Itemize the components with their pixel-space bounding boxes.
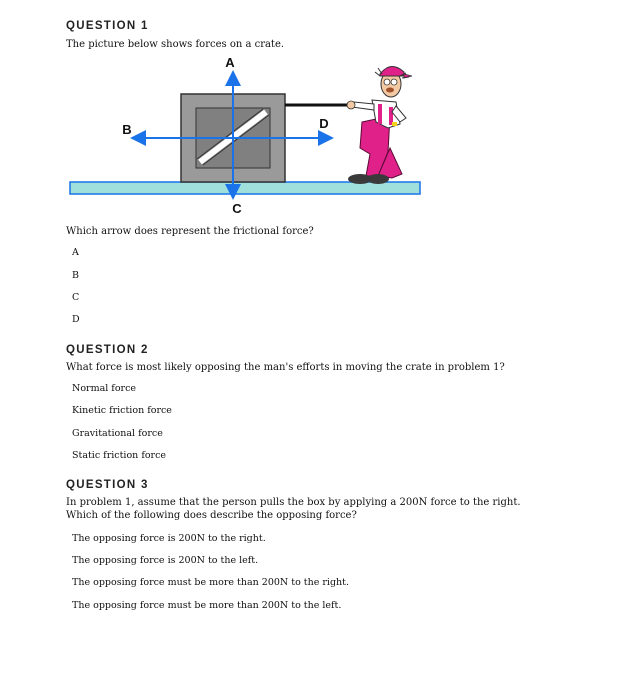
- q2-option-gravitational[interactable]: Gravitational force: [72, 428, 163, 439]
- question-3-heading: QUESTION 3: [66, 479, 149, 491]
- label-a: A: [225, 55, 235, 70]
- label-b: B: [122, 122, 132, 137]
- q2-option-static-friction[interactable]: Static friction force: [72, 450, 167, 461]
- q3-option-4[interactable]: The opposing force must be more than 200N to the left.: [72, 600, 342, 611]
- question-3-text: In problem 1, assume that the person pulls the box by applying a 200N force to the right. Which of the following does describe the opposing force?: [66, 497, 521, 521]
- label-d: D: [319, 116, 329, 131]
- question-2-heading: QUESTION 2: [66, 344, 149, 356]
- question-2-text: What force is most likely opposing the man's efforts in moving the crate in problem 1?: [66, 362, 505, 373]
- q3-option-2[interactable]: The opposing force is 200N to the left.: [72, 555, 259, 566]
- ground-surface: [70, 182, 420, 194]
- q1-option-a[interactable]: A: [72, 247, 79, 258]
- forces-figure: [60, 52, 440, 222]
- question-1-heading: QUESTION 1: [66, 20, 149, 32]
- q1-option-b[interactable]: B: [72, 270, 79, 281]
- q2-option-kinetic-friction[interactable]: Kinetic friction force: [72, 405, 172, 416]
- question-1-text: Which arrow does represent the frictional force?: [66, 226, 314, 237]
- q1-option-d[interactable]: D: [72, 314, 80, 325]
- question-1-intro: The picture below shows forces on a crate.: [66, 39, 285, 50]
- q3-option-3[interactable]: The opposing force must be more than 200N to the right.: [72, 577, 349, 588]
- q3-option-1[interactable]: The opposing force is 200N to the right.: [72, 533, 266, 544]
- label-c: C: [232, 201, 242, 216]
- q2-option-normal-force[interactable]: Normal force: [72, 383, 137, 394]
- cartoon-man: [347, 66, 412, 184]
- q1-option-c[interactable]: C: [72, 292, 80, 303]
